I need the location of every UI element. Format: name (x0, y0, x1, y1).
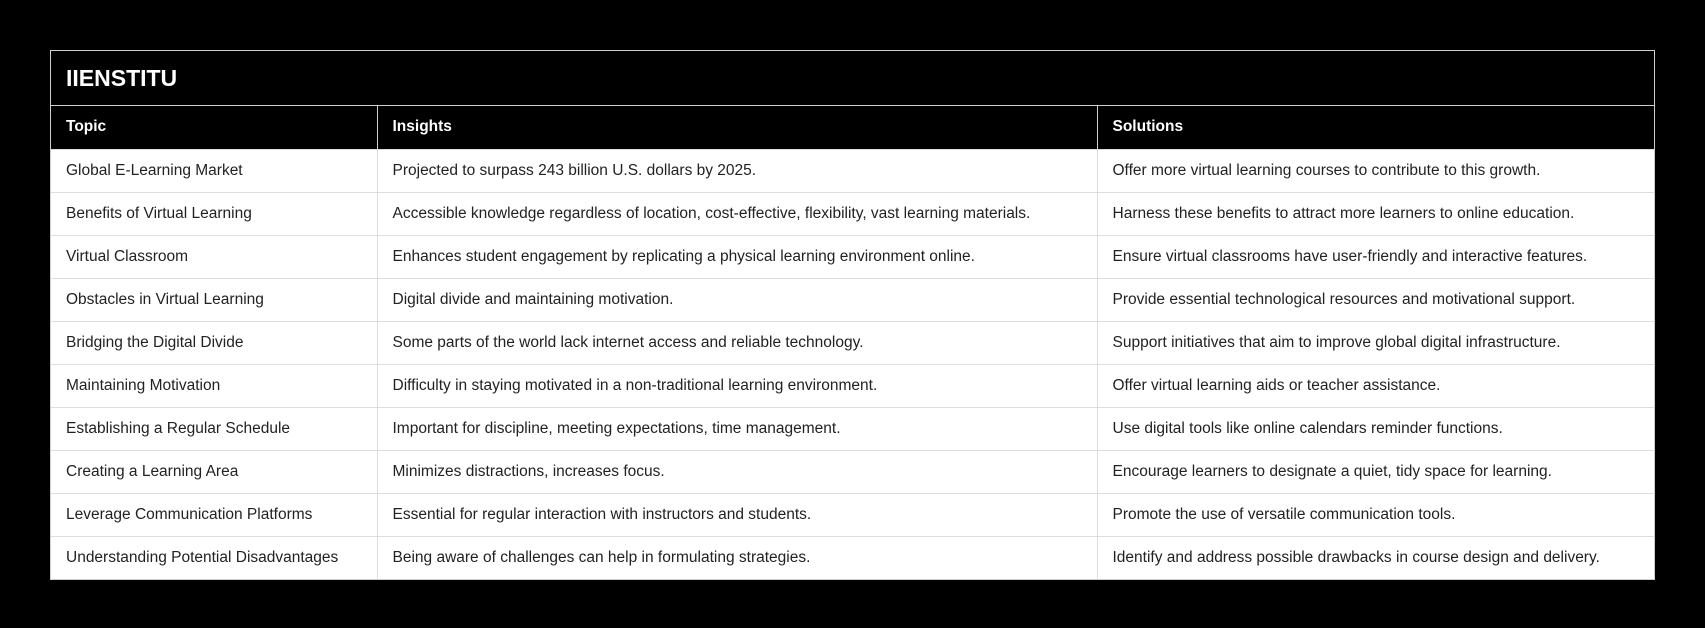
cell-insight: Being aware of challenges can help in formulating strategies. (377, 536, 1097, 579)
cell-solution: Provide essential technological resources and motivational support. (1097, 278, 1654, 321)
table-row (51, 407, 1654, 450)
cell-solution: Offer virtual learning aids or teacher assistance. (1097, 364, 1654, 407)
data-table (51, 106, 1654, 579)
cell-topic: Obstacles in Virtual Learning (51, 278, 377, 321)
cell-solution: Harness these benefits to attract more learners to online education. (1097, 192, 1654, 235)
cell-topic: Creating a Learning Area (51, 450, 377, 493)
table-row (51, 364, 1654, 407)
column-header-insights: Insights (377, 106, 1097, 149)
cell-insight: Minimizes distractions, increases focus. (377, 450, 1097, 493)
cell-insight: Accessible knowledge regardless of location, cost-effective, flexibility, vast learning materials. (377, 192, 1097, 235)
cell-solution: Use digital tools like online calendars reminder functions. (1097, 407, 1654, 450)
cell-insight: Some parts of the world lack internet access and reliable technology. (377, 321, 1097, 364)
table-row (51, 149, 1654, 192)
table-row (51, 493, 1654, 536)
cell-solution: Offer more virtual learning courses to contribute to this growth. (1097, 149, 1654, 192)
table-row (51, 278, 1654, 321)
cell-insight: Important for discipline, meeting expectations, time management. (377, 407, 1097, 450)
table-row (51, 321, 1654, 364)
cell-solution: Ensure virtual classrooms have user-friendly and interactive features. (1097, 235, 1654, 278)
cell-topic: Understanding Potential Disadvantages (51, 536, 377, 579)
cell-insight: Projected to surpass 243 billion U.S. dollars by 2025. (377, 149, 1097, 192)
cell-solution: Promote the use of versatile communication tools. (1097, 493, 1654, 536)
cell-solution: Encourage learners to designate a quiet, tidy space for learning. (1097, 450, 1654, 493)
header-row (51, 106, 1654, 149)
cell-topic: Global E-Learning Market (51, 149, 377, 192)
cell-insight: Digital divide and maintaining motivation. (377, 278, 1097, 321)
table-title: IIENSTITU (51, 51, 1654, 106)
column-header-topic: Topic (51, 106, 377, 149)
data-table-container (50, 50, 1655, 580)
cell-solution: Support initiatives that aim to improve global digital infrastructure. (1097, 321, 1654, 364)
cell-topic: Virtual Classroom (51, 235, 377, 278)
table-row (51, 450, 1654, 493)
cell-insight: Difficulty in staying motivated in a non-traditional learning environment. (377, 364, 1097, 407)
cell-topic: Establishing a Regular Schedule (51, 407, 377, 450)
table-row (51, 235, 1654, 278)
cell-topic: Maintaining Motivation (51, 364, 377, 407)
table-row (51, 536, 1654, 579)
cell-topic: Benefits of Virtual Learning (51, 192, 377, 235)
cell-insight: Enhances student engagement by replicating a physical learning environment online. (377, 235, 1097, 278)
cell-topic: Bridging the Digital Divide (51, 321, 377, 364)
cell-solution: Identify and address possible drawbacks in course design and delivery. (1097, 536, 1654, 579)
cell-topic: Leverage Communication Platforms (51, 493, 377, 536)
cell-insight: Essential for regular interaction with instructors and students. (377, 493, 1097, 536)
column-header-solutions: Solutions (1097, 106, 1654, 149)
table-row (51, 192, 1654, 235)
